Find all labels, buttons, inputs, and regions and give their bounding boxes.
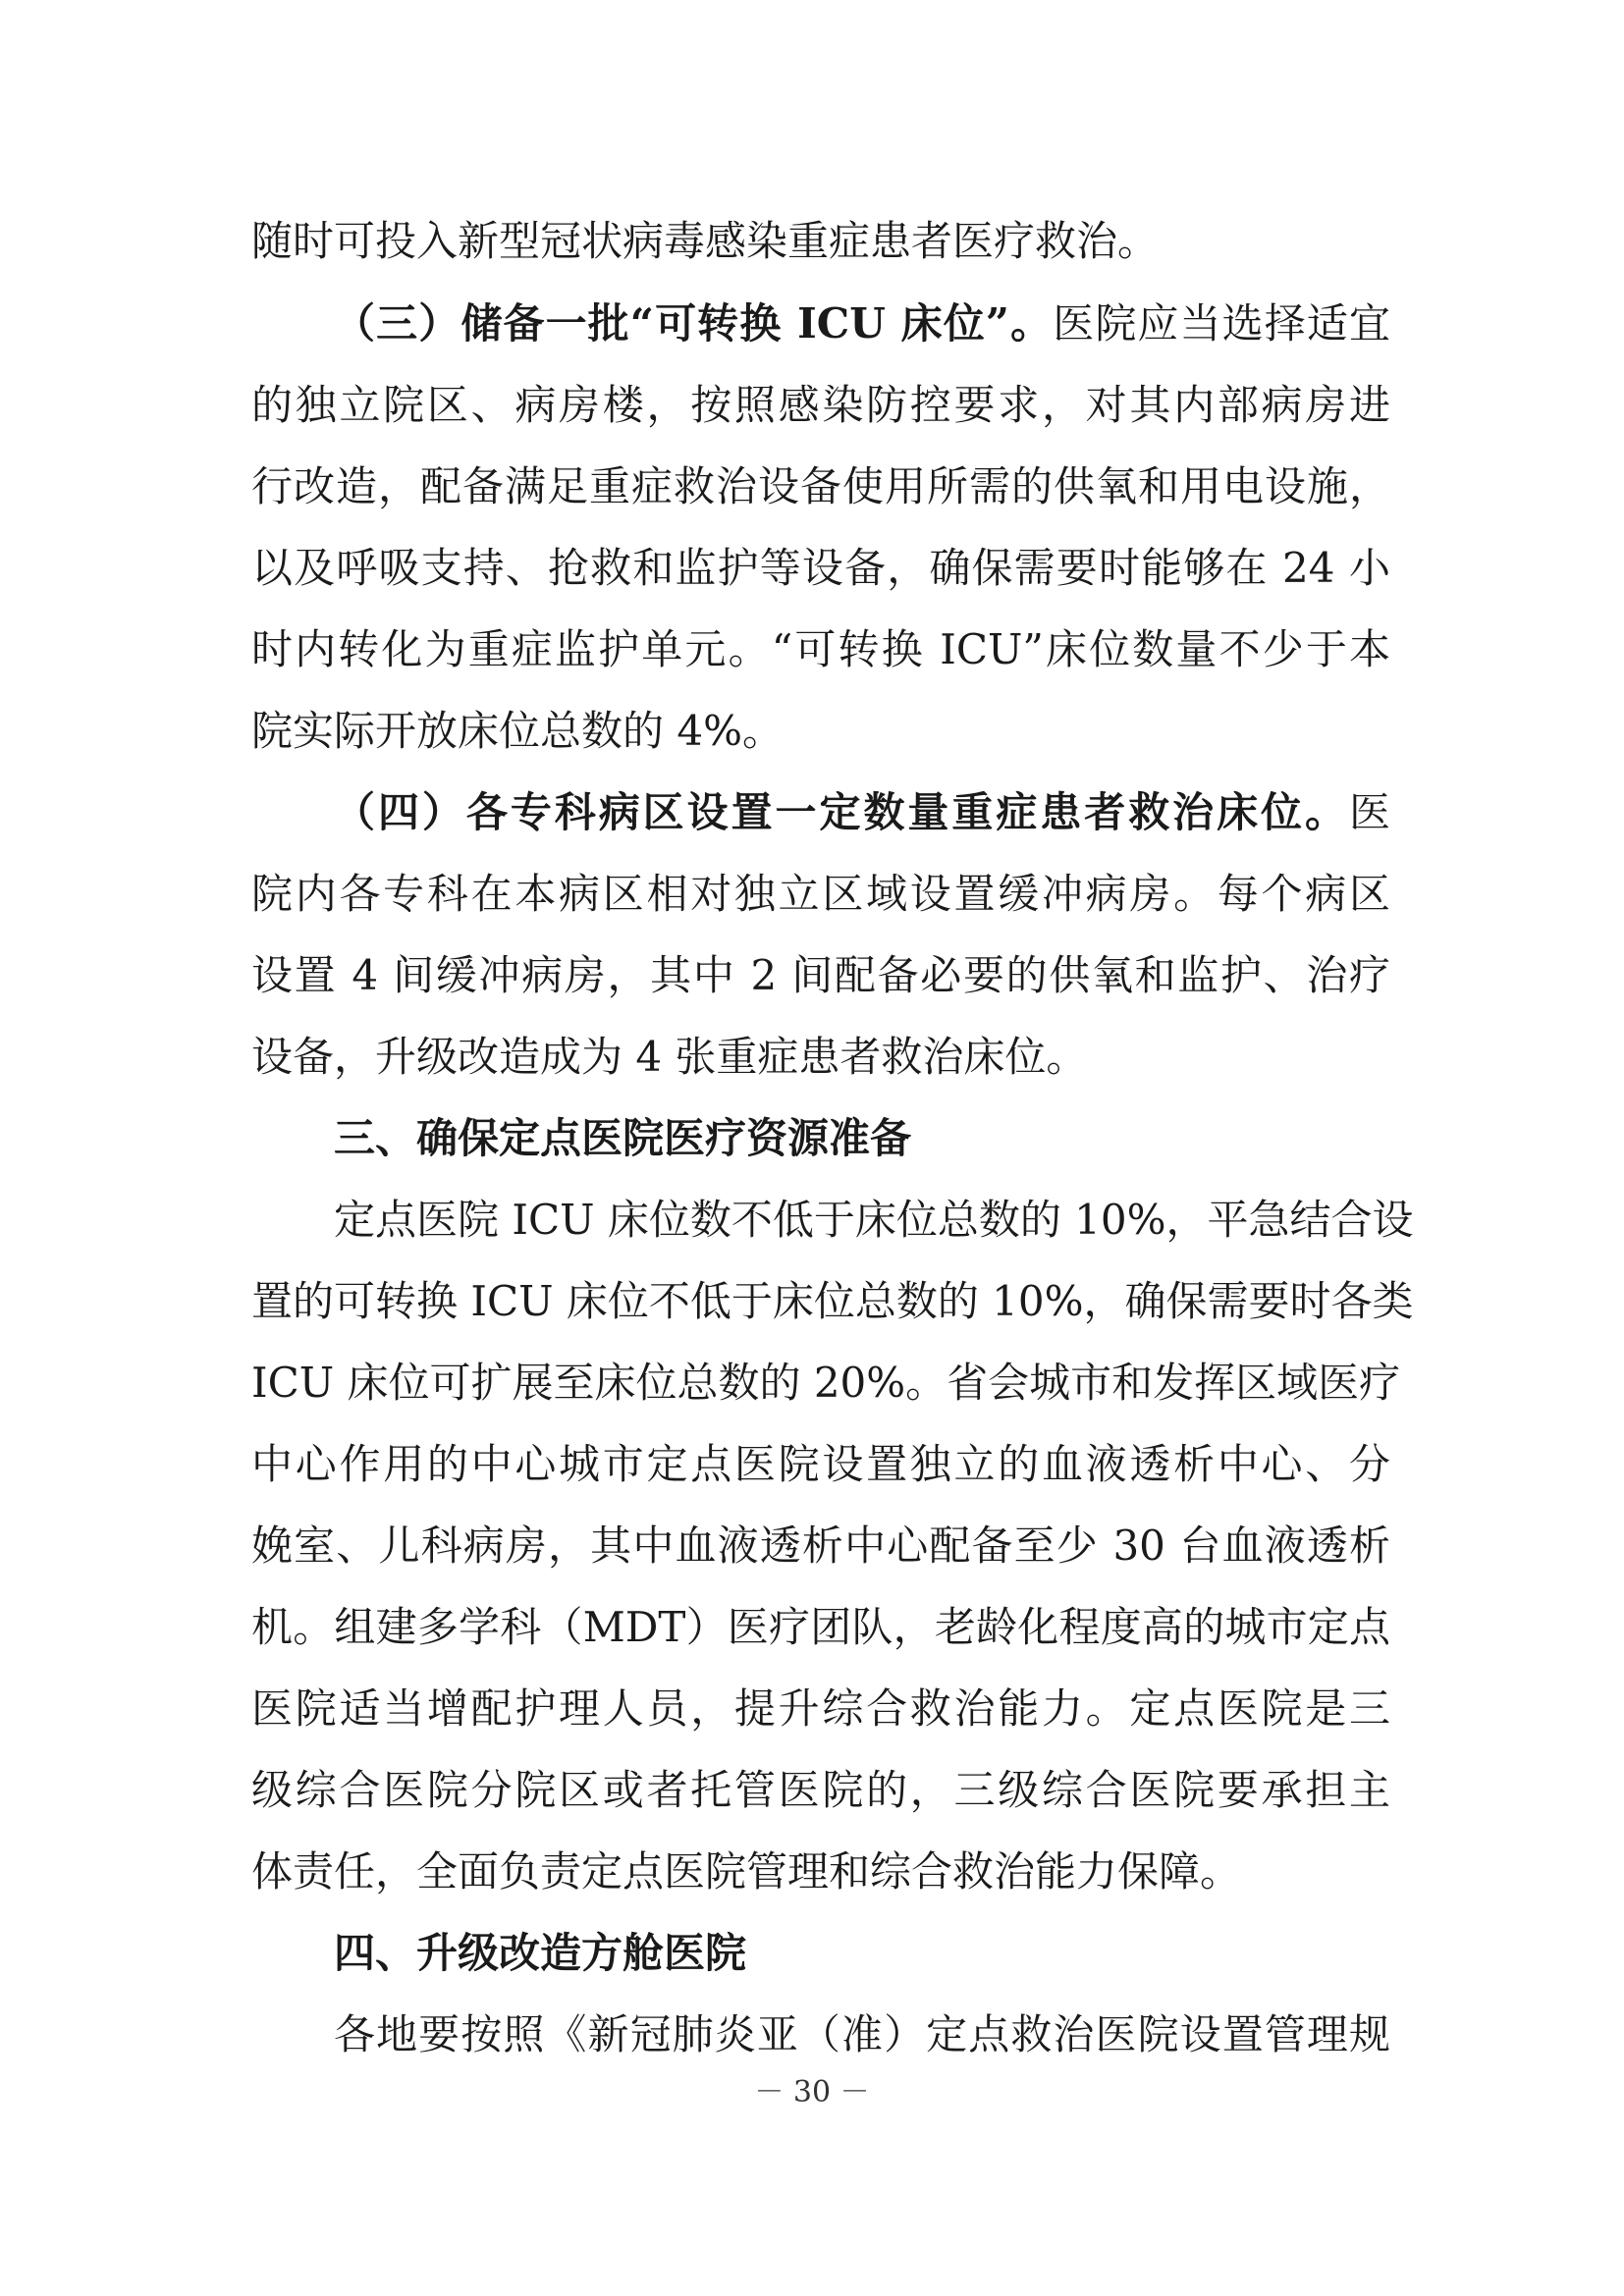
- text-line: 娩室、儿科病房，其中血液透析中心配备至少 30 台血液透析: [251, 1522, 1390, 1570]
- text-line: 中心作用的中心城市定点医院设置独立的血液透析中心、分: [251, 1440, 1390, 1488]
- text-line: 体责任，全面负责定点医院管理和综合救治能力保障。: [251, 1847, 1242, 1896]
- paragraph-4-rest: 医: [1348, 788, 1390, 836]
- text-line: 各地要按照《新冠肺炎亚（准）定点救治医院设置管理规: [334, 2010, 1390, 2058]
- paragraph-3-rest: 医院应当选择适宜: [1053, 299, 1390, 347]
- page-number: － 30 －: [754, 2075, 870, 2109]
- paragraph-4-lead: （四）各专科病区设置一定数量重症患者救治床位。: [334, 788, 1349, 836]
- text-line: 的独立院区、病房楼，按照感染防控要求，对其内部病房进: [251, 381, 1390, 429]
- text-line: 院内各专科在本病区相对独立区域设置缓冲病房。每个病区: [251, 870, 1390, 918]
- paragraph-3-first-line: [334, 296, 1390, 351]
- text-line: 院实际开放床位总数的 4%。: [251, 707, 784, 755]
- text-line: ICU 床位可扩展至床位总数的 20%。省会城市和发挥区域医疗: [251, 1359, 1401, 1407]
- section-heading-3: 三、确保定点医院医疗资源准备: [334, 1114, 912, 1162]
- text-line: 随时可投入新型冠状病毒感染重症患者医疗救治。: [251, 217, 1160, 265]
- text-line: 医院适当增配护理人员，提升综合救治能力。定点医院是三: [251, 1684, 1390, 1733]
- text-line: 机。组建多学科（MDT）医疗团队，老龄化程度高的城市定点: [251, 1603, 1390, 1651]
- text-line: 设备，升级改造成为 4 张重症患者救治床位。: [251, 1033, 1088, 1081]
- text-line: 以及呼吸支持、抢救和监护等设备，确保需要时能够在 24 小: [251, 544, 1390, 592]
- text-line: 时内转化为重症监护单元。“可转换 ICU”床位数量不少于本: [251, 625, 1390, 673]
- section-heading-4: 四、升级改造方舱医院: [334, 1929, 747, 1977]
- paragraph-4-first-line: [334, 785, 1390, 840]
- text-line: 定点医院 ICU 床位数不低于床位总数的 10%，平急结合设: [334, 1196, 1414, 1244]
- text-line: 置的可转换 ICU 床位不低于床位总数的 10%，确保需要时各类: [251, 1277, 1414, 1325]
- paragraph-3-lead: （三）储备一批“可转换 ICU 床位”。: [334, 299, 1054, 347]
- text-line: 设置 4 间缓冲病房，其中 2 间配备必要的供氧和监护、治疗: [251, 951, 1390, 999]
- text-line: 级综合医院分院区或者托管医院的，三级综合医院要承担主: [251, 1766, 1390, 1814]
- text-line: 行改造，配备满足重症救治设备使用所需的供氧和用电设施，: [251, 462, 1390, 510]
